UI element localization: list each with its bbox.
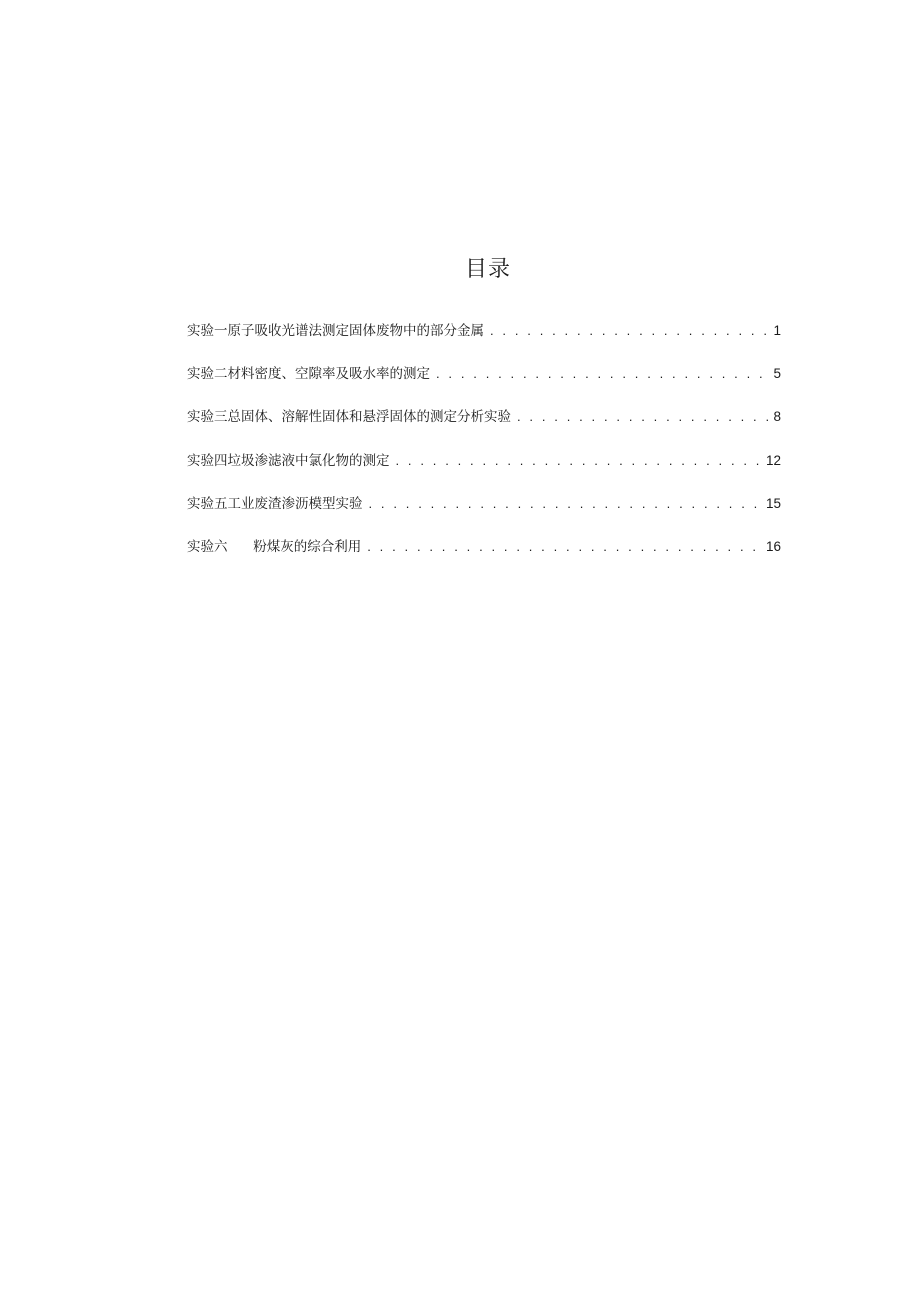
dot-leader xyxy=(436,364,769,384)
toc-entry-page: 12 xyxy=(765,452,781,468)
toc-entry-page: 15 xyxy=(765,495,781,511)
dot-leader xyxy=(369,494,762,514)
toc-entry-page: 8 xyxy=(773,409,781,425)
dot-leader xyxy=(396,451,762,471)
toc-entry-title: 实验四垃圾渗滤液中氯化物的测定 xyxy=(187,452,390,469)
toc-entry-title: 实验三总固体、溶解性固体和悬浮固体的测定分析实验 xyxy=(187,409,511,426)
toc-entry-title: 实验五工业废渣渗沥模型实验 xyxy=(187,495,363,512)
toc-entry[interactable] xyxy=(187,494,781,537)
toc-entry-page: 5 xyxy=(773,366,781,382)
dot-leader xyxy=(517,407,769,427)
toc-list xyxy=(187,321,781,580)
toc-entry[interactable] xyxy=(187,537,781,580)
toc-title: 目录 xyxy=(464,257,511,282)
toc-entry-title: 实验二材料密度、空隙率及吸水率的测定 xyxy=(187,366,430,383)
toc-entry[interactable] xyxy=(187,364,781,407)
toc-entry-page: 1 xyxy=(773,323,781,338)
toc-entry[interactable] xyxy=(187,451,781,494)
toc-entry-title: 实验六 粉煤灰的综合利用 xyxy=(187,538,362,555)
table-of-contents xyxy=(187,255,781,580)
dot-leader xyxy=(490,321,769,341)
dot-leader xyxy=(367,537,762,557)
toc-entry[interactable] xyxy=(187,407,781,450)
toc-entry-title: 实验一原子吸收光谱法测定固体废物中的部分金属 xyxy=(187,323,484,339)
toc-entry-page: 16 xyxy=(765,538,781,554)
toc-entry[interactable] xyxy=(187,321,781,364)
